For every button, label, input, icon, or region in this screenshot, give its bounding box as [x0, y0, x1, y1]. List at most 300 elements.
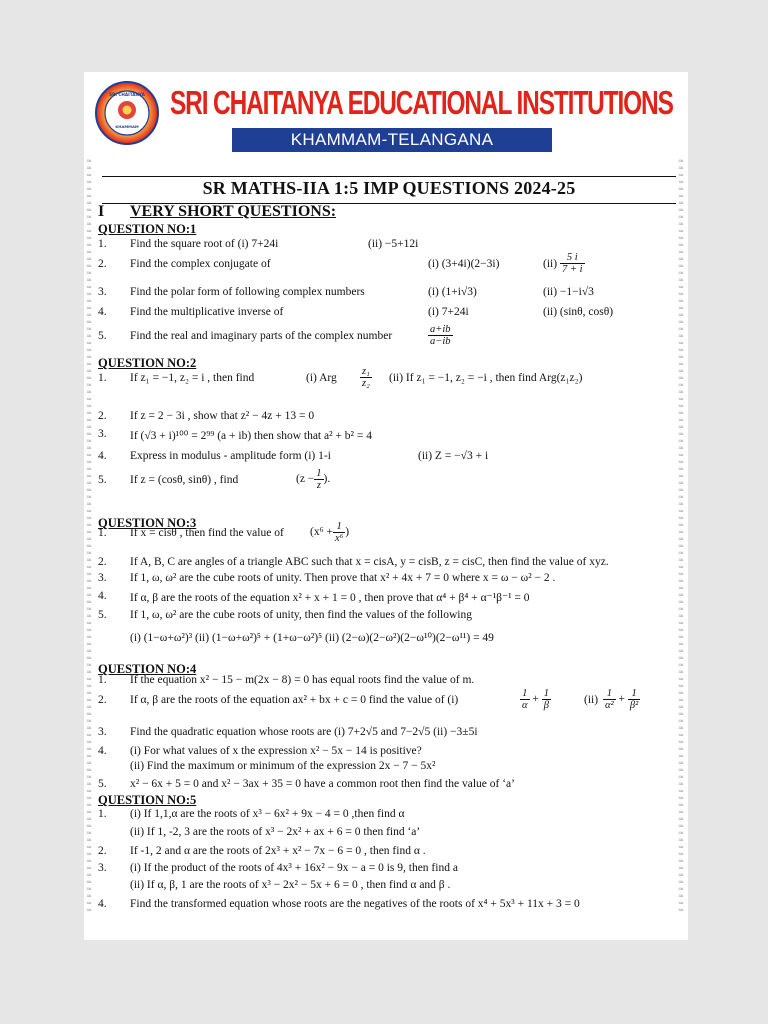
border-ornament: ≈	[86, 507, 92, 515]
border-ornament: ≈	[86, 255, 92, 263]
border-ornament: ≈	[86, 234, 92, 242]
border-ornament: ≈	[678, 269, 684, 277]
question-number: 1.	[98, 372, 107, 384]
border-ornament: ≈	[678, 878, 684, 886]
border-ornament: ≈	[86, 668, 92, 676]
border-ornament: ≈	[678, 871, 684, 879]
border-ornament: ≈	[678, 255, 684, 263]
border-ornament: ≈	[86, 745, 92, 753]
question-part: (i) (1+i√3)	[428, 286, 477, 298]
border-ornament: ≈	[678, 605, 684, 613]
question-text: If A, B, C are angles of a triangle ABC such that x = cisA, y = cisB, z = cisC, then find the value of xyz.	[130, 556, 609, 568]
border-ornament: ≈	[678, 262, 684, 270]
question-number: 1.	[98, 808, 107, 820]
border-ornament: ≈	[86, 822, 92, 830]
border-ornament: ≈	[678, 325, 684, 333]
border-ornament: ≈	[678, 339, 684, 347]
border-ornament: ≈	[86, 381, 92, 389]
border-ornament: ≈	[86, 857, 92, 865]
border-ornament: ≈	[86, 171, 92, 179]
border-ornament: ≈	[86, 283, 92, 291]
border-ornament: ≈	[86, 241, 92, 249]
border-ornament: ≈	[86, 318, 92, 326]
border-ornament: ≈	[678, 675, 684, 683]
border-ornament: ≈	[678, 836, 684, 844]
question-text: (i) If the product of the roots of 4x³ + 16x² − 9x − a = 0 is 9, then find a	[130, 862, 458, 874]
border-ornament: ≈	[86, 227, 92, 235]
border-ornament: ≈	[86, 185, 92, 193]
question-text: If x = cisθ , then find the value of	[130, 527, 284, 539]
border-ornament: ≈	[86, 815, 92, 823]
border-ornament: ≈	[678, 773, 684, 781]
question-text: If 1, ω, ω² are the cube roots of unity. Then prove that x² + 4x + 7 = 0 where x = ω − ω² − 2 .	[130, 572, 556, 584]
border-ornament: ≈	[678, 192, 684, 200]
question-heading: QUESTION NO:4	[98, 662, 197, 676]
left-decorative-border	[86, 158, 94, 928]
border-ornament: ≈	[678, 612, 684, 620]
question-number: 5.	[98, 609, 107, 621]
border-ornament: ≈	[678, 213, 684, 221]
border-ornament: ≈	[86, 794, 92, 802]
border-ornament: ≈	[678, 619, 684, 627]
border-ornament: ≈	[678, 626, 684, 634]
border-ornament: ≈	[678, 178, 684, 186]
border-ornament: ≈	[86, 577, 92, 585]
question-text: Find the quadratic equation whose roots are (i) 7+2√5 and 7−2√5 (ii) −3±5i	[130, 726, 478, 738]
institution-name: SRI CHAITANYA EDUCATIONAL INSTITUTIONS	[170, 84, 673, 121]
border-ornament: ≈	[86, 297, 92, 305]
border-ornament: ≈	[86, 395, 92, 403]
question-text: If α, β are the roots of the equation x² + x + 1 = 0 , then prove that α⁴ + β⁴ + α⁻¹β⁻¹ = 0	[130, 592, 530, 604]
border-ornament: ≈	[678, 521, 684, 529]
border-ornament: ≈	[678, 696, 684, 704]
border-ornament: ≈	[678, 808, 684, 816]
fraction-numerator: 5 i	[560, 252, 585, 264]
border-ornament: ≈	[86, 626, 92, 634]
question-number: 3.	[98, 428, 107, 440]
border-ornament: ≈	[86, 885, 92, 893]
border-ornament: ≈	[678, 234, 684, 242]
border-ornament: ≈	[86, 388, 92, 396]
border-ornament: ≈	[86, 542, 92, 550]
fraction	[333, 521, 345, 544]
fraction	[360, 366, 372, 389]
question-part: (i) (3+4i)(2−3i)	[428, 258, 500, 270]
border-ornament: ≈	[86, 465, 92, 473]
border-ornament: ≈	[86, 535, 92, 543]
border-ornament: ≈	[86, 367, 92, 375]
border-ornament: ≈	[86, 192, 92, 200]
question-number: 3.	[98, 726, 107, 738]
question-text: Find the polar form of following complex numbers	[130, 286, 365, 298]
question-text: (ii) If α, β, 1 are the roots of x³ − 2x² − 5x + 6 = 0 , then find α and β .	[130, 879, 451, 891]
border-ornament: ≈	[678, 199, 684, 207]
border-ornament: ≈	[678, 486, 684, 494]
question-number: 5.	[98, 778, 107, 790]
border-ornament: ≈	[86, 332, 92, 340]
border-ornament: ≈	[678, 388, 684, 396]
border-ornament: ≈	[678, 346, 684, 354]
question-number: 2.	[98, 258, 107, 270]
border-ornament: ≈	[86, 752, 92, 760]
border-ornament: ≈	[678, 549, 684, 557]
border-ornament: ≈	[678, 227, 684, 235]
border-ornament: ≈	[678, 591, 684, 599]
border-ornament: ≈	[678, 892, 684, 900]
border-ornament: ≈	[86, 472, 92, 480]
border-ornament: ≈	[86, 451, 92, 459]
expression-prefix: (z −	[296, 473, 315, 486]
border-ornament: ≈	[86, 836, 92, 844]
border-ornament: ≈	[86, 262, 92, 270]
question-number: 1.	[98, 674, 107, 686]
question-heading: QUESTION NO:5	[98, 793, 197, 807]
border-ornament: ≈	[678, 535, 684, 543]
question-number: 2.	[98, 694, 107, 706]
border-ornament: ≈	[678, 437, 684, 445]
border-ornament: ≈	[86, 605, 92, 613]
border-ornament: ≈	[678, 689, 684, 697]
border-ornament: ≈	[86, 598, 92, 606]
border-ornament: ≈	[678, 640, 684, 648]
border-ornament: ≈	[86, 808, 92, 816]
question-text: x² − 6x + 5 = 0 and x² − 3ax + 35 = 0 have a common root then find the value of ‘a’	[130, 778, 515, 790]
expression-suffix: ).	[323, 473, 331, 486]
border-ornament: ≈	[678, 402, 684, 410]
border-ornament: ≈	[678, 374, 684, 382]
border-ornament: ≈	[678, 367, 684, 375]
border-ornament: ≈	[86, 269, 92, 277]
border-ornament: ≈	[678, 787, 684, 795]
question-part: (ii) −1−i√3	[543, 286, 594, 298]
question-text: (ii) If 1, -2, 3 are the roots of x³ − 2x² + ax + 6 = 0 then find ‘a’	[130, 826, 421, 838]
border-ornament: ≈	[678, 731, 684, 739]
border-ornament: ≈	[86, 458, 92, 466]
fraction-numerator: 1	[520, 688, 530, 700]
question-number: 4.	[98, 590, 107, 602]
fraction-denominator: z	[316, 480, 321, 491]
border-ornament: ≈	[678, 885, 684, 893]
border-ornament: ≈	[86, 430, 92, 438]
border-ornament: ≈	[678, 206, 684, 214]
border-ornament: ≈	[86, 654, 92, 662]
question-part: (ii) −5+12i	[368, 238, 419, 250]
border-ornament: ≈	[86, 325, 92, 333]
border-ornament: ≈	[86, 556, 92, 564]
border-ornament: ≈	[678, 717, 684, 725]
border-ornament: ≈	[678, 815, 684, 823]
border-ornament: ≈	[86, 374, 92, 382]
question-heading: QUESTION NO:3	[98, 516, 197, 530]
border-ornament: ≈	[678, 843, 684, 851]
question-number: 4.	[98, 745, 107, 757]
border-ornament: ≈	[86, 675, 92, 683]
border-ornament: ≈	[86, 829, 92, 837]
border-ornament: ≈	[678, 829, 684, 837]
question-number: 5.	[98, 330, 107, 342]
border-ornament: ≈	[86, 500, 92, 508]
border-ornament: ≈	[86, 899, 92, 907]
border-ornament: ≈	[86, 878, 92, 886]
border-ornament: ≈	[86, 157, 92, 165]
border-ornament: ≈	[86, 437, 92, 445]
expression-suffix: )	[345, 526, 350, 539]
question-number: 4.	[98, 898, 107, 910]
border-ornament: ≈	[86, 801, 92, 809]
border-ornament: ≈	[86, 339, 92, 347]
border-ornament: ≈	[678, 458, 684, 466]
question-text: If -1, 2 and α are the roots of 2x³ + x² − 7x − 6 = 0 , then find α .	[130, 845, 426, 857]
institution-logo	[94, 80, 160, 146]
question-heading: QUESTION NO:2	[98, 356, 197, 370]
border-ornament: ≈	[86, 766, 92, 774]
border-ornament: ≈	[678, 360, 684, 368]
question-number: 1.	[98, 527, 107, 539]
border-ornament: ≈	[86, 304, 92, 312]
section-heading	[98, 203, 336, 221]
border-ornament: ≈	[678, 850, 684, 858]
border-ornament: ≈	[86, 724, 92, 732]
question-number: 3.	[98, 862, 107, 874]
border-ornament: ≈	[86, 717, 92, 725]
border-ornament: ≈	[86, 276, 92, 284]
border-ornament: ≈	[678, 556, 684, 564]
section-number: I	[98, 203, 105, 220]
section-title: VERY SHORT QUESTIONS:	[130, 203, 337, 220]
border-ornament: ≈	[678, 745, 684, 753]
border-ornament: ≈	[86, 346, 92, 354]
border-ornament: ≈	[86, 563, 92, 571]
question-text: If (√3 + i)¹⁰⁰ = 2⁹⁹ (a + ib) then show that a² + b² = 4	[130, 430, 372, 442]
border-ornament: ≈	[86, 787, 92, 795]
location-banner: KHAMMAM-TELANGANA	[232, 128, 552, 152]
fraction-denominator: z₂	[362, 378, 370, 389]
border-ornament: ≈	[678, 395, 684, 403]
border-ornament: ≈	[678, 304, 684, 312]
border-ornament: ≈	[678, 668, 684, 676]
border-ornament: ≈	[678, 220, 684, 228]
question-number: 2.	[98, 556, 107, 568]
border-ornament: ≈	[678, 794, 684, 802]
border-ornament: ≈	[86, 892, 92, 900]
border-ornament: ≈	[678, 528, 684, 536]
border-ornament: ≈	[678, 423, 684, 431]
question-number: 4.	[98, 306, 107, 318]
question-number: 2.	[98, 410, 107, 422]
question-text: Express in modulus - amplitude form (i) 1-i	[130, 450, 331, 462]
border-ornament: ≈	[678, 752, 684, 760]
question-text: If z₁ = −1, z₂ = i , then find	[130, 372, 255, 384]
question-text: Find the multiplicative inverse of	[130, 306, 284, 318]
border-ornament: ≈	[678, 906, 684, 914]
question-number: 3.	[98, 286, 107, 298]
question-number: 1.	[98, 238, 107, 250]
question-part: (ii) Z = −√3 + i	[418, 450, 489, 462]
border-ornament: ≈	[678, 171, 684, 179]
question-part: (ii)	[543, 258, 558, 270]
border-ornament: ≈	[678, 479, 684, 487]
border-ornament: ≈	[86, 633, 92, 641]
border-ornament: ≈	[678, 507, 684, 515]
border-ornament: ≈	[678, 465, 684, 473]
border-ornament: ≈	[86, 486, 92, 494]
fraction-denominator: 7 + i	[562, 264, 583, 275]
document-page: ≈ ≈ ≈ ≈ ≈ ≈ ≈ ≈ ≈ ≈ ≈ ≈ ≈ ≈ ≈ ≈ ≈ ≈ ≈ ≈ ≈ ≈ ≈ ≈ ≈ ≈ ≈ ≈ ≈ ≈ ≈ ≈ ≈ ≈ ≈ ≈ ≈ ≈ ≈ ≈ ≈ ≈ ≈ ≈ ≈ ≈ ≈ ≈ ≈ ≈ ≈ ≈ ≈ ≈ ≈ ≈ ≈ ≈ ≈ ≈ ≈ ≈ ≈ ≈ ≈ ≈ ≈ ≈ ≈ ≈ ≈ ≈ ≈ ≈ ≈ ≈ ≈ ≈ ≈ ≈ ≈ ≈ ≈ ≈ ≈ ≈ ≈ ≈ ≈ ≈ ≈ ≈ ≈ ≈ ≈ ≈ ≈ ≈ ≈ ≈ ≈ ≈ ≈ ≈ ≈ ≈ ≈ ≈ ≈ ≈ ≈ ≈ ≈ ≈ ≈ ≈ ≈ ≈ ≈ ≈ ≈ ≈ ≈ ≈ ≈ ≈ ≈ ≈ ≈ ≈ ≈ ≈ ≈ ≈ ≈ ≈ ≈ ≈ ≈ ≈ ≈ ≈ ≈ ≈ ≈ ≈ ≈ ≈ ≈ ≈ ≈ ≈ ≈ ≈ ≈ ≈ ≈ ≈ ≈ ≈ ≈ ≈ ≈ ≈ ≈ ≈ ≈ ≈ ≈ ≈ ≈ ≈ ≈ ≈ ≈ ≈ ≈ ≈ ≈ ≈ ≈ ≈ ≈ ≈ ≈ ≈ ≈ ≈ ≈ ≈ ≈ ≈ ≈ ≈ ≈ ≈ ≈ ≈ ≈ ≈ ≈ ≈ ≈ ≈ ≈ ≈ ≈ ≈ ≈ ≈ ≈ ≈ ≈ ≈ ≈ ≈ SRI CHAITANYA KHAMMAM SRI CHAITANYA EDUCATIONAL INSTITUTIONS KHAMMAM-TELANGANA SR MATHS-IIA 1:5 IMP QUESTIONS 2024-25 I VERY SHORT QUESTIONS: QUESTION NO:1 1. Find the square root of (i) 7+24i (ii) −5+12i 2. Find the complex conjugate of (i) (3+4i)(2−3i) (ii) $\frac{5 i}{7 + i}$ 3. Find the polar form of following complex numbers (i) (1+i√3) (ii) −1−i√3 4. Find the multiplicative inverse of (i) 7+24i (ii) (sinθ, cosθ) 5. Find the real and imaginary parts of the complex number $\frac{a+ib}{a-ib}$ QUESTION NO:2 1. If z₁ = −1, z₂ = i , then find (i) Arg (ii) If z₁ = −1, z₂ = −i , then find Arg(z₁z₂) $\frac{\text{z₁}}{\text{z₂}}$ 2. If z = 2 − 3i , show that z² − 4z + 13 = 0 3. If (√3 + i)¹⁰⁰ = 2⁹⁹ (a + ib) then show that a² + b² = 4 4. Express in modulus - amplitude form (i) 1-i (ii) Z = −√3 + i 5. If z = (cosθ, sinθ) , find (z − $\frac{1}{z}$ ). QUESTION NO:3 1. If x = cisθ , then find the value of (x⁶ + $\frac{1}{\text{x⁶}}$ ) 2. If A, B, C are angles of a triangle ABC such that x = cisA, y = cisB, z = cisC, then find the value of xyz. 3. If 1, ω, ω² are the cube roots of unity. Then prove that x² + 4x + 7 = 0 where x = ω − ω² − 2 . 4. If α, β are the roots of the equation x² + x + 1 = 0 , then prove that α⁴ + β⁴ + α⁻¹β⁻¹ = 0 5. If 1, ω, ω² are the cube roots of unity, then find the values of the following (i) (1−ω+ω²)³ (ii) (1−ω+ω²)⁵ + (1+ω−ω²)⁵ (ii) (2−ω)(2−ω²)(2−ω¹⁰)(2−ω¹¹) = 49 QUESTION NO:4 1. If the equation x² − 15 − m(2x − 8) = 0 has equal roots find the value of m. 2. If α, β are the roots of the equation ax² + bx + c = 0 find the value of (i) (ii) $\frac{1}{\alpha}$ + $\frac{1}{\beta}$ $\frac{1}{\text{α²}}$ + $\frac{1}{\text{β²}}$ 3. Find the quadratic equation whose roots are (i) 7+2√5 and 7−2√5 (ii) −3±5i 4. (i) For what values of x the expression x² − 5x − 14 is positive? (ii) Find the maximum or minimum of the expression 2x − 7 − 5x² 5. x² − 6x + 5 = 0 and x² − 3ax + 35 = 0 have a common root then find the value of ‘a’ QUESTION NO:5 1. (i) If 1,1,α are the roots of x³ − 6x² + 9x − 4 = 0 ,then find α (ii) If 1, -2, 3 are the roots of x³ − 2x² + ax + 6 = 0 then find ‘a’ 2. If -1, 2 and α are the roots of 2x³ + x² − 7x − 6 = 0 , then find α . 3. (i) If the product of the roots of 4x³ + 16x² − 9x − a = 0 is 9, then find a (ii) If α, β, 1 are the roots of x³ − 2x² − 5x + 6 = 0 , then find α and β . 4. Find the transformed equation whose roots are the negatives of the roots of x⁴ + 5x³ + 11x + 3 = 0	[84, 72, 688, 940]
fraction	[603, 688, 616, 711]
border-ornament: ≈	[86, 759, 92, 767]
border-ornament: ≈	[86, 402, 92, 410]
border-ornament: ≈	[678, 864, 684, 872]
border-ornament: ≈	[678, 654, 684, 662]
question-text: Find the transformed equation whose roots are the negatives of the roots of x⁴ + 5x³ + 11x + 3 = 0	[130, 898, 580, 910]
border-ornament: ≈	[86, 423, 92, 431]
border-ornament: ≈	[678, 570, 684, 578]
question-text: (i) (1−ω+ω²)³ (ii) (1−ω+ω²)⁵ + (1+ω−ω²)⁵ (ii) (2−ω)(2−ω²)(2−ω¹⁰)(2−ω¹¹) = 49	[130, 632, 494, 644]
border-ornament: ≈	[678, 500, 684, 508]
border-ornament: ≈	[86, 199, 92, 207]
border-ornament: ≈	[678, 157, 684, 165]
border-ornament: ≈	[86, 178, 92, 186]
border-ornament: ≈	[86, 843, 92, 851]
question-text: If α, β are the roots of the equation ax² + bx + c = 0 find the value of (i)	[130, 694, 459, 706]
border-ornament: ≈	[678, 381, 684, 389]
border-ornament: ≈	[86, 311, 92, 319]
border-ornament: ≈	[86, 353, 92, 361]
border-ornament: ≈	[86, 479, 92, 487]
question-text: If z = 2 − 3i , show that z² − 4z + 13 = 0	[130, 410, 315, 422]
question-number: 3.	[98, 572, 107, 584]
border-ornament: ≈	[86, 360, 92, 368]
fraction	[560, 252, 585, 275]
fraction-denominator: a−ib	[430, 336, 451, 347]
fraction-numerator: 1	[316, 468, 322, 479]
border-ornament: ≈	[86, 570, 92, 578]
border-ornament: ≈	[86, 710, 92, 718]
border-ornament: ≈	[86, 528, 92, 536]
expression-prefix: (x⁶ +	[310, 526, 333, 539]
border-ornament: ≈	[86, 444, 92, 452]
fraction-numerator: 1	[543, 688, 550, 699]
fraction	[542, 688, 551, 711]
border-ornament: ≈	[678, 542, 684, 550]
border-ornament: ≈	[678, 682, 684, 690]
border-ornament: ≈	[86, 164, 92, 172]
border-ornament: ≈	[678, 647, 684, 655]
border-ornament: ≈	[86, 514, 92, 522]
border-ornament: ≈	[86, 689, 92, 697]
border-ornament: ≈	[86, 612, 92, 620]
border-ornament: ≈	[678, 633, 684, 641]
border-ornament: ≈	[678, 318, 684, 326]
border-ornament: ≈	[86, 871, 92, 879]
question-number: 5.	[98, 474, 107, 486]
border-ornament: ≈	[86, 591, 92, 599]
border-ornament: ≈	[86, 584, 92, 592]
fraction-denominator: α²	[605, 700, 614, 711]
fraction	[428, 324, 453, 347]
border-ornament: ≈	[678, 185, 684, 193]
fraction	[314, 468, 323, 491]
question-number: 4.	[98, 450, 107, 462]
question-text: (ii) Find the maximum or minimum of the expression 2x − 7 − 5x²	[130, 760, 436, 772]
border-ornament: ≈	[86, 850, 92, 858]
border-ornament: ≈	[86, 416, 92, 424]
fraction	[628, 688, 640, 711]
border-ornament: ≈	[678, 801, 684, 809]
question-part: (ii) (sinθ, cosθ)	[543, 306, 614, 318]
question-number: 2.	[98, 845, 107, 857]
fraction-numerator: a+ib	[430, 324, 451, 335]
fraction-numerator: 1	[603, 688, 616, 700]
border-ornament: ≈	[678, 241, 684, 249]
question-part: (ii)	[584, 694, 599, 706]
question-text: Find the square root of (i) 7+24i	[130, 238, 279, 250]
border-ornament: ≈	[678, 451, 684, 459]
border-ornament: ≈	[678, 857, 684, 865]
border-ornament: ≈	[678, 283, 684, 291]
border-ornament: ≈	[678, 311, 684, 319]
question-part: (i) Arg	[306, 372, 337, 384]
border-ornament: ≈	[86, 731, 92, 739]
border-ornament: ≈	[678, 759, 684, 767]
title-top-rule	[102, 176, 676, 177]
border-ornament: ≈	[86, 213, 92, 221]
border-ornament: ≈	[678, 514, 684, 522]
border-ornament: ≈	[678, 563, 684, 571]
question-text: If 1, ω, ω² are the cube roots of unity, then find the values of the following	[130, 609, 472, 621]
border-ornament: ≈	[86, 738, 92, 746]
border-ornament: ≈	[678, 822, 684, 830]
border-ornament: ≈	[86, 647, 92, 655]
border-ornament: ≈	[86, 206, 92, 214]
fraction-numerator: 1	[333, 521, 345, 533]
border-ornament: ≈	[678, 899, 684, 907]
border-ornament: ≈	[678, 493, 684, 501]
fraction-denominator: α	[522, 700, 528, 711]
question-part: (i) 7+24i	[428, 306, 469, 318]
fraction-denominator: β	[543, 700, 549, 711]
border-ornament: ≈	[86, 864, 92, 872]
question-text: If z = (cosθ, sinθ) , find	[130, 474, 239, 486]
border-ornament: ≈	[86, 619, 92, 627]
border-ornament: ≈	[86, 248, 92, 256]
fraction-numerator: 1	[628, 688, 640, 700]
border-ornament: ≈	[678, 332, 684, 340]
border-ornament: ≈	[86, 549, 92, 557]
question-text: (i) For what values of x the expression x² − 5x − 14 is positive?	[130, 745, 422, 757]
border-ornament: ≈	[86, 640, 92, 648]
question-part: (ii) If z₁ = −1, z₂ = −i , then find Arg(z₁z₂)	[389, 372, 583, 384]
border-ornament: ≈	[678, 472, 684, 480]
border-ornament: ≈	[678, 780, 684, 788]
border-ornament: ≈	[678, 766, 684, 774]
document-title: SR MATHS-IIA 1:5 IMP QUESTIONS 2024-25	[202, 178, 576, 198]
border-ornament: ≈	[86, 703, 92, 711]
svg-text:SRI CHAITANYA: SRI CHAITANYA	[109, 92, 145, 97]
border-ornament: ≈	[86, 290, 92, 298]
border-ornament: ≈	[678, 661, 684, 669]
border-ornament: ≈	[86, 409, 92, 417]
border-ornament: ≈	[678, 416, 684, 424]
border-ornament: ≈	[678, 248, 684, 256]
border-ornament: ≈	[86, 521, 92, 529]
fraction-denominator: x⁶	[334, 533, 344, 544]
border-ornament: ≈	[86, 682, 92, 690]
fraction-numerator: z₁	[362, 366, 370, 377]
border-ornament: ≈	[678, 290, 684, 298]
border-ornament: ≈	[678, 584, 684, 592]
fraction	[520, 688, 530, 711]
